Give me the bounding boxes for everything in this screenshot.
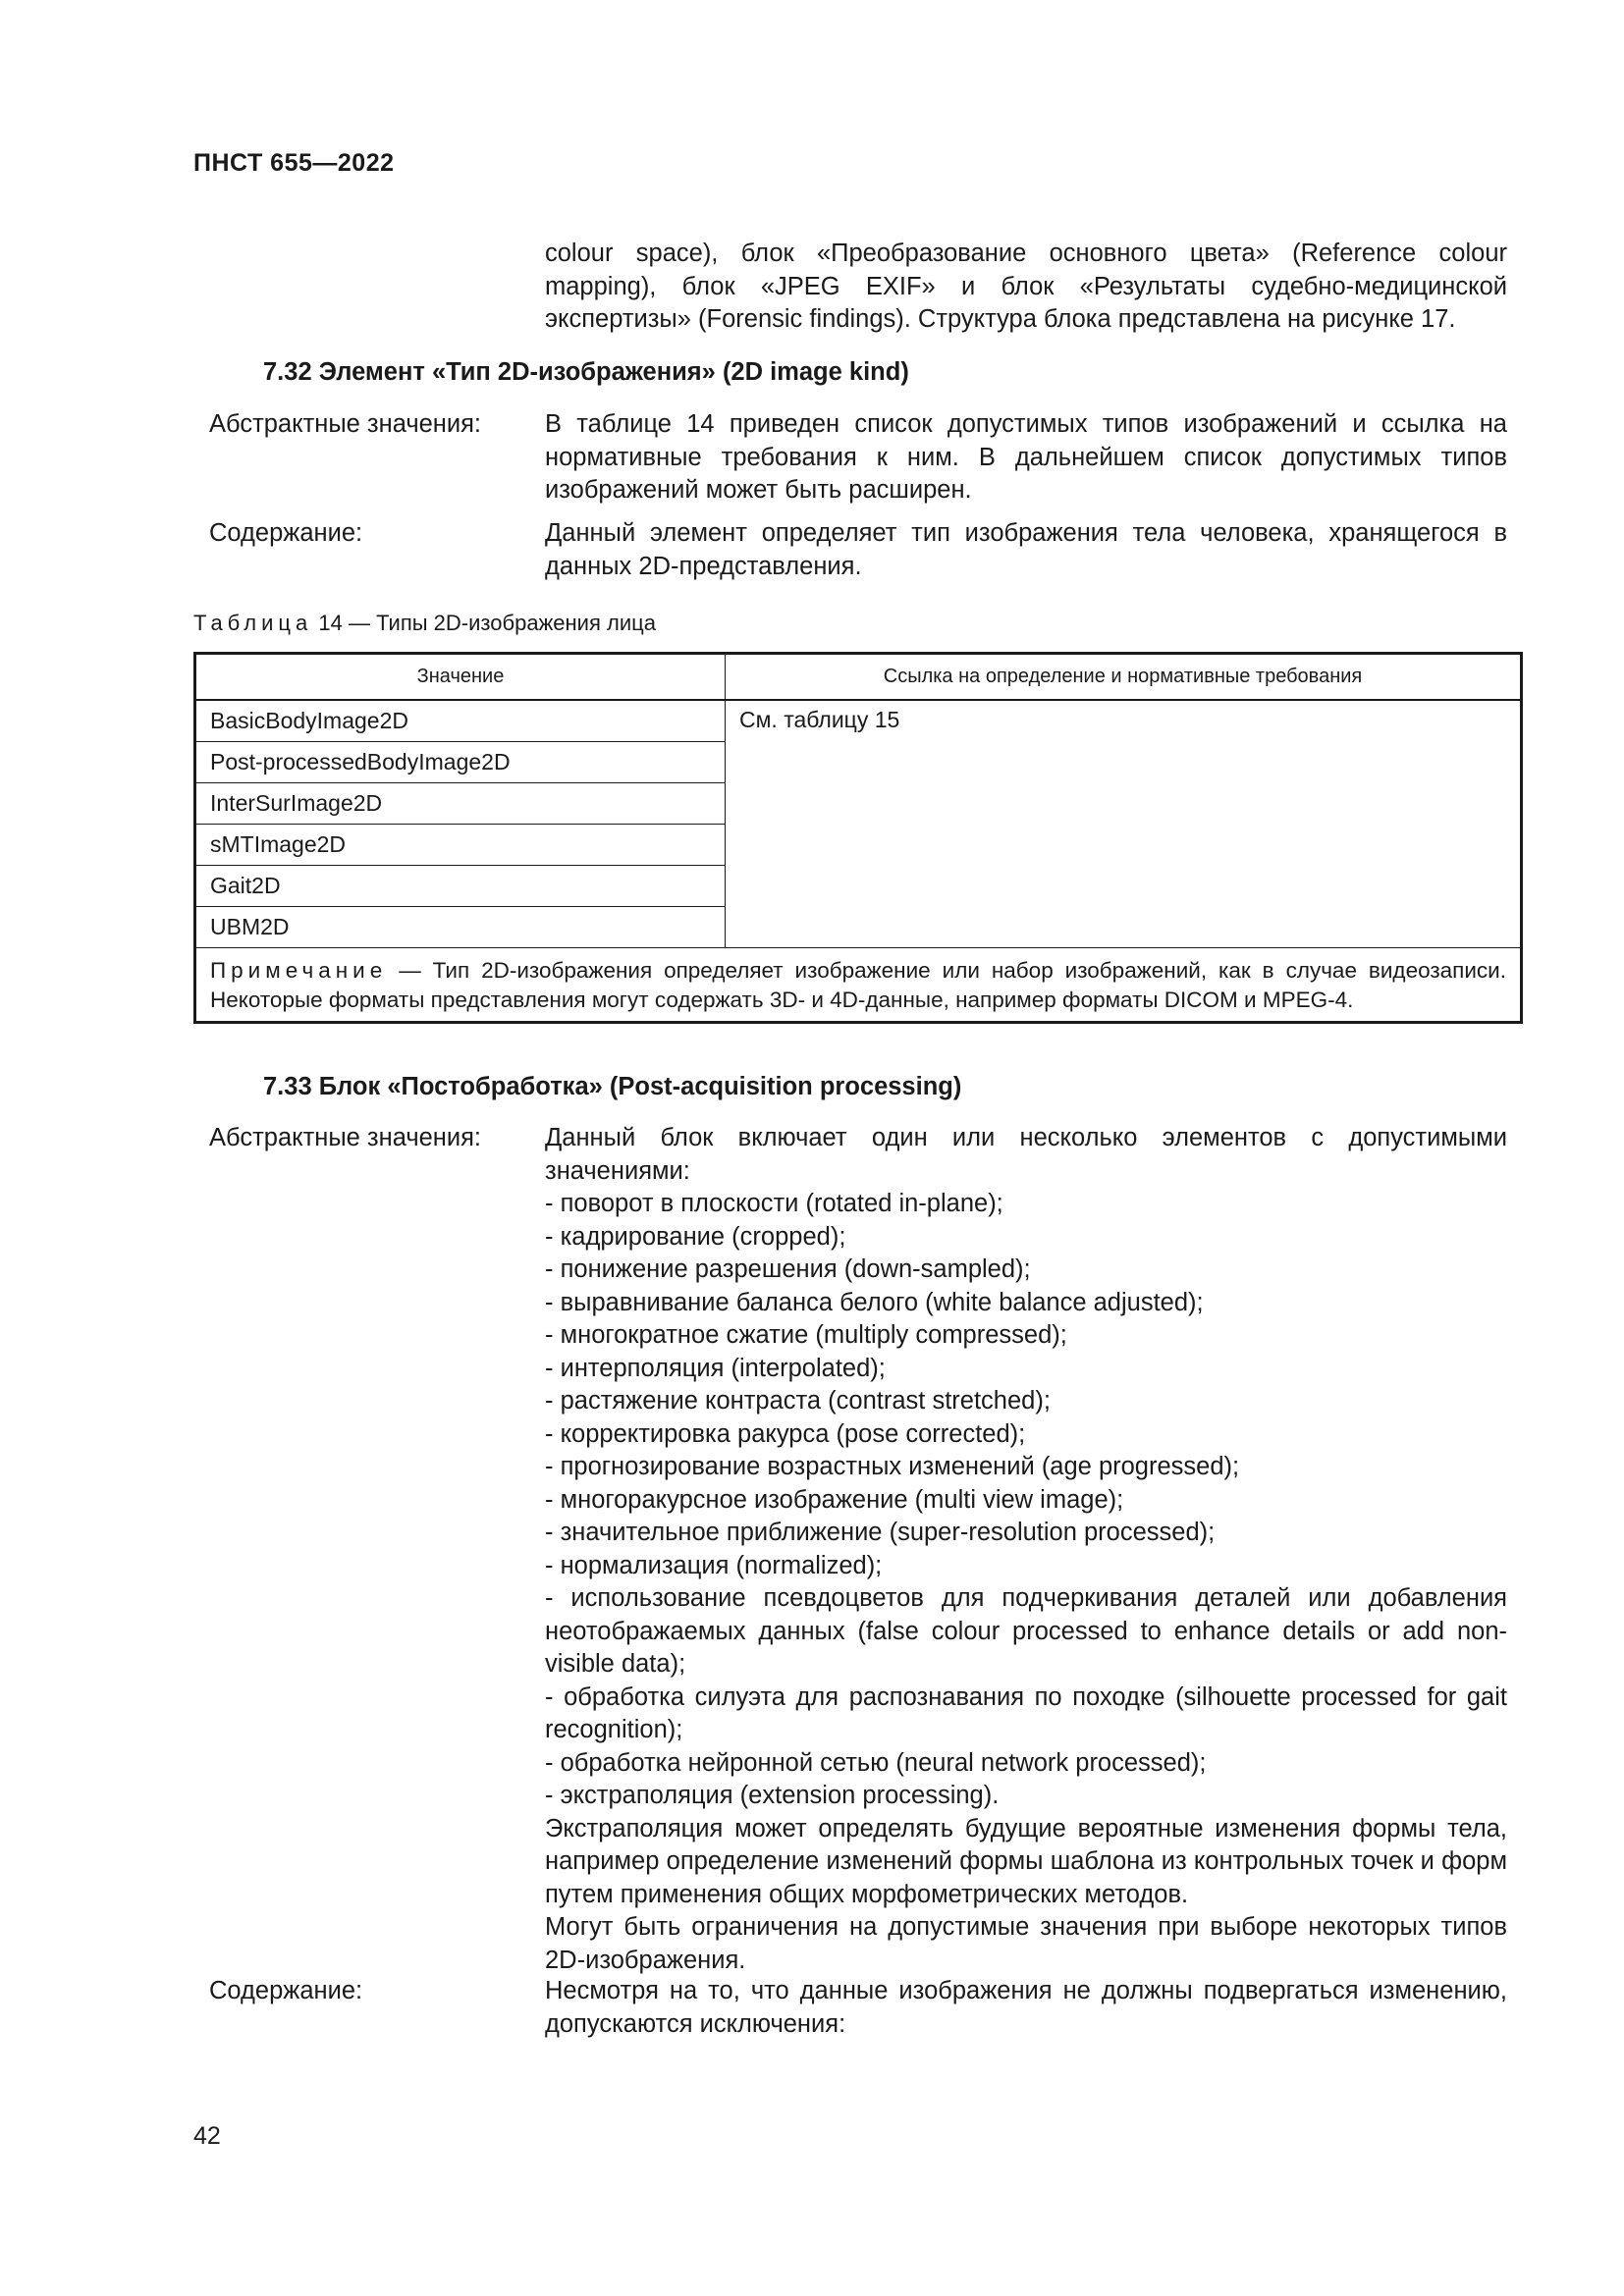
table-cell-reference: См. таблицу 15 (726, 700, 1522, 948)
section-733-content-label: Содержание: (209, 1977, 363, 2004)
table-14 (193, 652, 1523, 1024)
list-item: - выравнивание баланса белого (white balance adjusted); (545, 1288, 1204, 1316)
section-733-intro: Данный блок включает один или несколько элементов с допустимыми значениями: (545, 1124, 1507, 1185)
list-item: - многоракурсное изображение (multi view image); (545, 1485, 1124, 1514)
column-header-reference: Ссылка на определение и нормативные требования (726, 654, 1522, 701)
list-item: - экстраполяция (extension processing). (545, 1782, 1000, 1809)
section-733-paragraph: Могут быть ограничения на допустимые значения при выборе некоторых типов 2D-изображения. (545, 1913, 1507, 1974)
list-item: - значительное приближение (super-resolution processed); (545, 1519, 1216, 1546)
table-note-row (195, 948, 1522, 1023)
section-732-content-label: Содержание: (209, 519, 363, 547)
list-item: - поворот в плоскости (rotated in-plane); (545, 1190, 1003, 1217)
document-id: ПНСТ 655—2022 (193, 149, 395, 177)
section-732-abstract-text: В таблице 14 приведен список допустимых типов изображений и ссылка на нормативные требования к ним. В дальнейшем список допустимых типов изображений может быть расширен. (545, 410, 1507, 504)
table-header-row (195, 654, 1522, 701)
list-item: - понижение разрешения (down-sampled); (545, 1255, 1031, 1283)
table-cell-value: BasicBodyImage2D (195, 700, 726, 742)
table-cell-value: InterSurImage2D (195, 783, 726, 825)
list-item: - использование псевдоцветов для подчеркивания деталей или добавления неотображаемых данных (false colour processed to enhance details or add non-visible data); (545, 1584, 1507, 1678)
continuation-paragraph: colour space), блок «Преобразование основного цвета» (Reference colour mapping), блок «JPEG EXIF» и блок «Результаты судебно-медицинской экспертизы» (Forensic findings). Структура блока представлена на рисунке 17. (545, 240, 1507, 333)
table-14-caption (193, 609, 656, 638)
section-732-abstract-label: Абстрактные значения: (209, 410, 482, 438)
list-item: - нормализация (normalized); (545, 1551, 883, 1579)
table-row (195, 700, 1522, 742)
section-733-abstract-body (545, 1122, 1507, 1977)
table-cell-value: Gait2D (195, 866, 726, 907)
table-caption-word: Таблица (193, 611, 313, 635)
table-note (195, 948, 1522, 1023)
page-number: 42 (193, 2122, 221, 2150)
table-caption-title: 14 — Типы 2D-изображения лица (318, 611, 656, 635)
table-cell-value: sMTImage2D (195, 825, 726, 866)
table-cell-value: UBM2D (195, 907, 726, 948)
table-cell-value: Post-processedBodyImage2D (195, 742, 726, 783)
list-item: - многократное сжатие (multiply compressed); (545, 1321, 1067, 1349)
list-item: - кадрирование (cropped); (545, 1222, 846, 1251)
section-732-content-text: Данный элемент определяет тип изображения тела человека, хранящегося в данных 2D-представления. (545, 519, 1507, 580)
section-733-content-text: Несмотря на то, что данные изображения не должны подвергаться изменению, допускаются исключения: (545, 1977, 1507, 2038)
list-item: - обработка силуэта для распознавания по походке (silhouette processed for gait recognition); (545, 1682, 1507, 1743)
list-item: - прогнозирование возрастных изменений (age progressed); (545, 1453, 1240, 1480)
list-item: - корректировка ракурса (pose corrected); (545, 1419, 1026, 1448)
table-note-text: — Тип 2D-изображения определяет изображение или набор изображений, как в случае видеозаписи. Некоторые форматы представления могут содержать 3D- и 4D-данные, например форматы DICOM и MPEG-4. (210, 958, 1506, 1012)
column-header-value: Значение (195, 654, 726, 701)
section-733-paragraph: Экстраполяция может определять будущие вероятные изменения формы тела, например определение изменений формы шаблона из контрольных точек и форм путем применения общих морфометрических методов. (545, 1814, 1507, 1908)
section-733-abstract-label: Абстрактные значения: (209, 1124, 482, 1151)
list-item: - растяжение контраста (contrast stretched); (545, 1387, 1051, 1415)
list-item: - обработка нейронной сетью (neural network processed); (545, 1748, 1207, 1777)
section-733-heading: 7.33 Блок «Постобработка» (Post-acquisition processing) (263, 1073, 962, 1100)
list-item: - интерполяция (interpolated); (545, 1354, 886, 1382)
section-732-heading: 7.32 Элемент «Тип 2D-изображения» (2D image kind) (263, 358, 909, 386)
table-note-word: Примечание (210, 958, 388, 983)
